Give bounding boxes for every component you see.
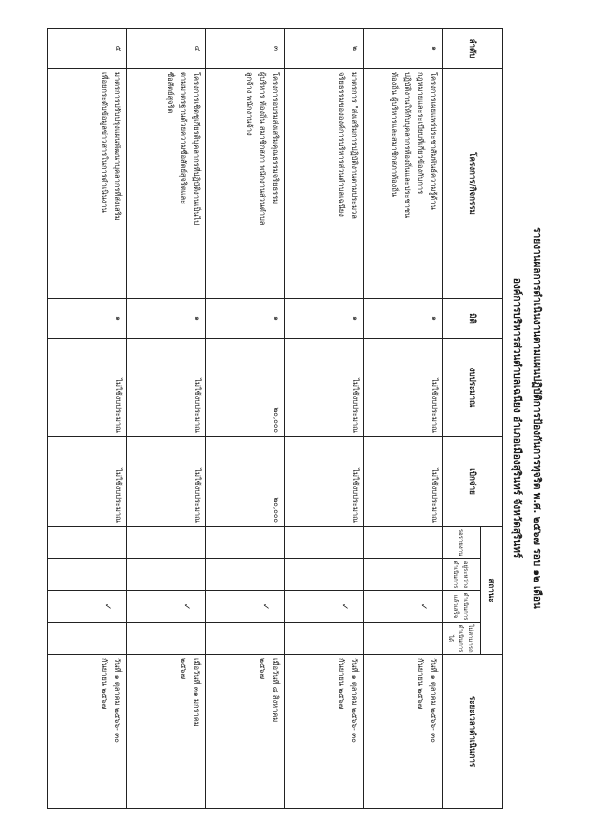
row-dimension: ๑	[285, 299, 364, 339]
period-line: วันที่ ๑ ตุลาคม ๒๕๖๖- ๓๐	[350, 658, 359, 743]
check-mark-icon: ✓	[181, 602, 191, 611]
period-line: วันที่ ๑ ตุลาคม ๒๕๖๖- ๓๐	[429, 658, 438, 743]
status-unable-cell	[206, 623, 285, 655]
table-body	[48, 29, 443, 809]
header-period: ระยะเวลาดำเนินการ	[443, 655, 503, 809]
period-line: ๒๕๖๗	[258, 658, 267, 680]
period-line: กันยายน ๒๕๖๗	[100, 658, 109, 710]
project-line: ซื่อสัตย์สุจริต	[166, 72, 175, 114]
status-done-cell	[206, 591, 285, 623]
report-table	[47, 28, 503, 809]
row-spent: ไม่ใช้งบประมาณ	[285, 437, 364, 527]
project-line: โครงการเผยแพร่ประชาสัมพันธ์ความรู้ด้าน	[429, 72, 438, 210]
row-period	[127, 655, 206, 809]
report-subtitle: องค์การบริหารส่วนตำบลเฉนียง อำเภอเมืองสุรินทร์ จังหวัดสุรินทร์	[511, 277, 522, 559]
report-title: รายงานผลการดำเนินงานตามแผนปฏิบัติการป้องกันการทุจริต พ.ศ. ๒๕๖๗ รอบ ๑๒ เดือน	[531, 227, 542, 609]
period-line: กันยายน ๒๕๖๗	[337, 658, 346, 710]
row-budget: ไม่ใช้งบประมาณ	[48, 339, 127, 437]
row-dimension: ๑	[206, 299, 285, 339]
check-mark-icon: ✓	[102, 602, 112, 611]
status-in-progress-cell	[364, 559, 443, 591]
table-row	[364, 29, 443, 809]
period-line: เมื่อวันที่ ๓๑ มกราคม	[192, 658, 201, 727]
rotated-report-sheet	[28, 28, 548, 808]
row-budget: ๒๐,๐๐๐	[206, 339, 285, 437]
project-line: ตามมาตรฐานด้วยความซื่อสัตย์สุจริตและ	[179, 72, 188, 205]
header-dimension: มิติ	[443, 299, 503, 339]
row-spent: ไม่ใช้งบประมาณ	[48, 437, 127, 527]
row-number: ๔	[127, 29, 206, 69]
row-spent: ๒๐,๐๐๐	[206, 437, 285, 527]
status-pending-cell	[48, 527, 127, 559]
period-line: เมื่อวันที่ ๘ สิงหาคม	[271, 658, 280, 723]
row-period	[364, 655, 443, 809]
check-mark-icon: ✓	[260, 602, 270, 611]
project-line: เพื่อยกระดับข้อมูลข่าวสารในการดำเนินงาน	[100, 72, 109, 213]
period-line: วันที่ ๑ ตุลาคม ๒๕๖๖- ๓๐	[113, 658, 122, 743]
project-line: โครงการเชิดชูเกียรติบุคลากรที่ปฏิบัติงานเป็นไป	[192, 72, 201, 226]
check-mark-icon: ✓	[339, 602, 349, 611]
header-spent: เบิกจ่าย	[443, 437, 503, 527]
row-period	[206, 655, 285, 809]
row-project	[206, 69, 285, 299]
header-no: ลำดับ	[443, 29, 503, 69]
row-dimension: ๑	[364, 299, 443, 339]
project-line: โครงการอบรมส่งเสริมคุณธรรมจริยธรรม	[271, 72, 280, 205]
period-line: กันยายน ๒๕๖๗	[416, 658, 425, 710]
header-status-pending: รอรายงาน	[443, 527, 481, 559]
status-unable-cell	[48, 623, 127, 655]
status-done-cell	[127, 591, 206, 623]
period-line: ๒๕๖๗	[179, 658, 188, 680]
status-unable-cell	[127, 623, 206, 655]
row-dimension: ๑	[48, 299, 127, 339]
row-spent: ไม่ใช้งบประมาณ	[364, 437, 443, 527]
table-row	[285, 29, 364, 809]
row-budget: ไม่ใช้งบประมาณ	[285, 339, 364, 437]
row-project	[285, 69, 364, 299]
project-line: ผู้บริหาร ท้องถิ่น สมาชิกสภา พนักงานส่วนตำบล	[258, 72, 267, 226]
status-in-progress-cell	[48, 559, 127, 591]
header-status-in-progress: อยู่ระหว่างดำเนินการ	[443, 559, 481, 591]
status-done-cell	[285, 591, 364, 623]
row-budget: ไม่ใช้งบประมาณ	[127, 339, 206, 437]
status-in-progress-cell	[127, 559, 206, 591]
project-line: จริยธรรมขององค์การบริหารส่วนตำบลเฉนียง	[337, 72, 346, 217]
row-period	[285, 655, 364, 809]
status-unable-cell	[364, 623, 443, 655]
status-in-progress-cell	[206, 559, 285, 591]
status-in-progress-cell	[285, 559, 364, 591]
table-row	[48, 29, 127, 809]
project-line: ท้องถิ่น ผู้บริหารและสมาชิกสภาท้องถิ่น	[390, 72, 399, 197]
row-project	[48, 69, 127, 299]
row-number: ๒	[285, 29, 364, 69]
table-row	[206, 29, 285, 809]
header-status: สถานะ	[481, 527, 503, 655]
row-project	[364, 69, 443, 299]
row-budget: ไม่ใช้งบประมาณ	[364, 339, 443, 437]
status-pending-cell	[364, 527, 443, 559]
project-line: มาตรการ "ส่งเสริมการปฏิบัติงานตามประมวล	[350, 72, 359, 219]
header-budget: งบประมาณ	[443, 339, 503, 437]
project-line: กฎหมายและระเบียบที่เกี่ยวข้องกับการ	[416, 72, 425, 195]
header-status-unable: ไม่สามารถดำเนินการได้	[443, 623, 481, 655]
header-project: โครงการ/กิจกรรม	[443, 69, 503, 299]
row-number: ๓	[206, 29, 285, 69]
status-pending-cell	[206, 527, 285, 559]
check-mark-icon: ✓	[418, 602, 428, 611]
status-done-cell	[48, 591, 127, 623]
header-status-done: ดำเนินการแล้วเสร็จ	[443, 591, 481, 623]
status-unable-cell	[285, 623, 364, 655]
row-dimension: ๑	[127, 299, 206, 339]
status-pending-cell	[127, 527, 206, 559]
row-period	[48, 655, 127, 809]
table-row	[127, 29, 206, 809]
status-done-cell	[364, 591, 443, 623]
project-line: ปฏิบัติงานให้กับบุคลากรท้องถิ่นและประชาชน	[403, 72, 412, 219]
row-project	[127, 69, 206, 299]
row-spent: ไม่ใช้งบประมาณ	[127, 437, 206, 527]
row-number: ๑	[364, 29, 443, 69]
status-pending-cell	[285, 527, 364, 559]
row-number: ๕	[48, 29, 127, 69]
project-line: มาตรการปรับปรุงแผนพัฒนาบุคลากรที่ส่งเสริม	[113, 72, 122, 221]
project-line: ลูกจ้าง พนักงานจ้าง	[245, 72, 254, 136]
